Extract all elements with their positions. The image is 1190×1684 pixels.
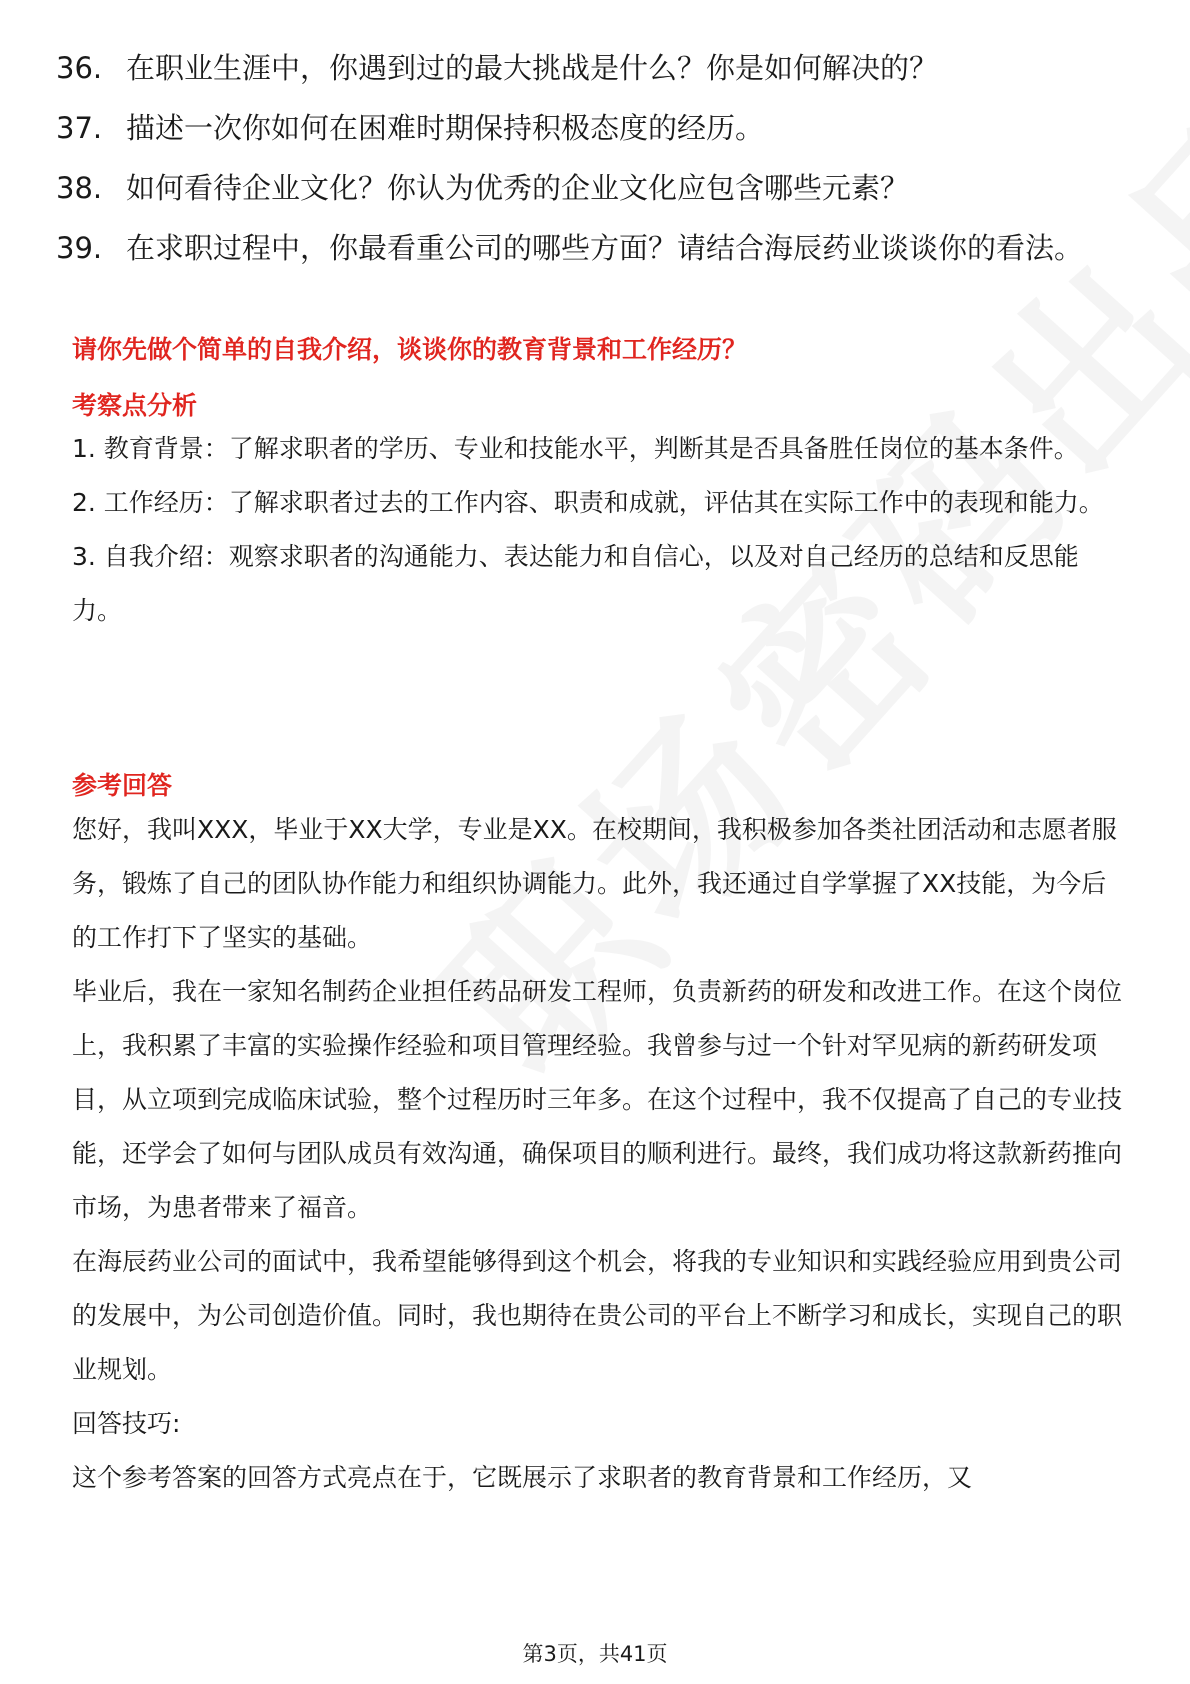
tips-text: 这个参考答案的回答方式亮点在于，它既展示了求职者的教育背景和工作经历，又: [72, 1463, 973, 1492]
page-number: 第3页，共41页: [522, 1642, 668, 1666]
question-item: [56, 48, 1136, 89]
analysis-heading: 考察点分析: [72, 391, 198, 420]
question-text: 在职业生涯中，你遇到过的最大挑战是什么？你是如何解决的？: [126, 51, 939, 85]
answer-paragraph: 在海辰药业公司的面试中，我希望能够得到这个机会，将我的专业知识和实践经验应用到贵公司的发展中，为公司创造价值。同时，我也期待在贵公司的平台上不断学习和成长，实现自己的职业规划。: [72, 1247, 1123, 1384]
question-list: [56, 48, 1136, 288]
main-question-heading: 请你先做个简单的自我介绍，谈谈你的教育背景和工作经历？: [72, 335, 748, 364]
question-text: 如何看待企业文化？你认为优秀的企业文化应包含哪些元素？: [126, 171, 910, 205]
question-number: 38.: [56, 171, 103, 205]
question-item: [56, 108, 1136, 149]
question-text: 在求职过程中，你最看重公司的哪些方面？请结合海辰药业谈谈你的看法。: [126, 231, 1084, 265]
answer-body: [72, 803, 1122, 1505]
question-item: [56, 228, 1136, 269]
question-text: 描述一次你如何在困难时期保持积极态度的经历。: [126, 111, 765, 145]
question-number: 37.: [56, 111, 103, 145]
question-number: 39.: [56, 231, 103, 265]
analysis-item: 2. 工作经历：了解求职者过去的工作内容、职责和成就，评估其在实际工作中的表现和能力。: [72, 488, 1104, 517]
tips-heading: 回答技巧:: [72, 1409, 181, 1438]
answer-paragraph: 毕业后，我在一家知名制药企业担任药品研发工程师，负责新药的研发和改进工作。在这个岗位上，我积累了丰富的实验操作经验和项目管理经验。我曾参与过一个针对罕见病的新药研发项目，从立项到完成临床试验，整个过程历时三年多。在这个过程中，我不仅提高了自己的专业技能，还学会了如何与团队成员有效沟通，确保项目的顺利进行。最终，我们成功将这款新药推向市场，为患者带来了福音。: [72, 977, 1123, 1222]
analysis-item: 3. 自我介绍：观察求职者的沟通能力、表达能力和自信心，以及对自己经历的总结和反思能力。: [72, 542, 1079, 625]
question-number: 36.: [56, 51, 103, 85]
analysis-item: 1. 教育背景：了解求职者的学历、专业和技能水平，判断其是否具备胜任岗位的基本条件。: [72, 434, 1079, 463]
answer-paragraph: 您好，我叫XXX，毕业于XX大学，专业是XX。在校期间，我积极参加各类社团活动和志愿者服务，锻炼了自己的团队协作能力和组织协调能力。此外，我还通过自学掌握了XX技能，为今后的工作打下了坚实的基础。: [72, 815, 1117, 952]
analysis-list: [72, 422, 1122, 638]
question-item: [56, 168, 1136, 209]
answer-heading: 参考回答: [72, 771, 173, 800]
